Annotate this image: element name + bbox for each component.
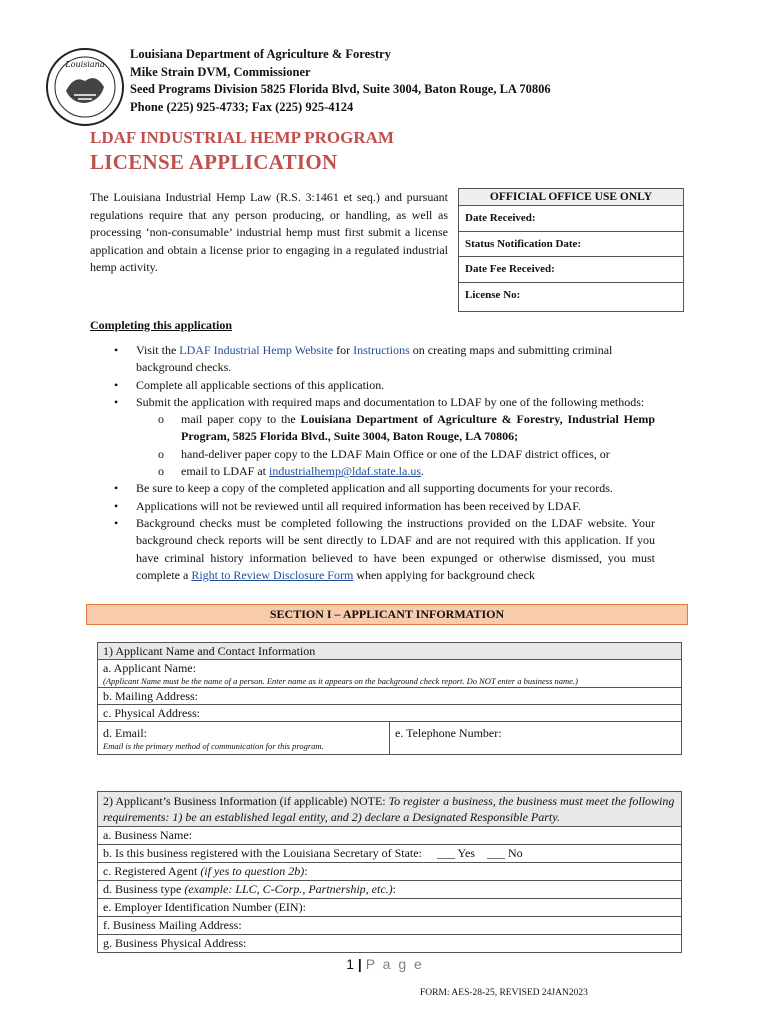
- commissioner: Mike Strain DVM, Commissioner: [130, 64, 311, 79]
- license-application-title: LICENSE APPLICATION: [90, 150, 338, 174]
- bullet-icon: •: [114, 498, 119, 513]
- hemp-website-link[interactable]: LDAF Industrial Hemp Website: [179, 343, 334, 357]
- circle-bullet-icon: o: [158, 446, 164, 461]
- list-item: • Background checks must be completed following the instructions provided on the LDAF website. Your background check reports will be sent directly to LDAF and are not required with this application. If you have criminal history information believed to have been expunged or otherwise dismissed, you must complete a Right to Review Disclosure Form when applying for background check: [114, 515, 655, 582]
- list-item: • Applications will not be reviewed until all required information has been received by LDAF.: [110, 498, 655, 515]
- date-fee-received-field: Date Fee Received:: [459, 257, 683, 283]
- applicant-info-table: [97, 642, 682, 755]
- bullet-icon: •: [114, 343, 119, 357]
- sub-list-item: o mail paper copy to the Louisiana Department of Agriculture & Forestry, Industrial Hemp Program, 5825 Florida Blvd., Suite 3004, Baton Rouge, LA 70806;: [158, 412, 655, 444]
- office-use-box: [458, 188, 684, 312]
- business-type-field[interactable]: d. Business type (example: LLC, C-Corp., Partnership, etc.):: [98, 881, 681, 899]
- no-option[interactable]: ___ No: [486, 846, 523, 860]
- right-to-review-link[interactable]: Right to Review Disclosure Form: [191, 567, 354, 582]
- q1-title: 1) Applicant Name and Contact Information: [98, 643, 681, 660]
- q2-title: 2) Applicant’s Business Information (if applicable) NOTE: To register a business, the business must meet the following requirements: 1) be an established legal entity, and 2) declare a Designated Responsible Party.: [98, 792, 681, 827]
- email-field[interactable]: d. Email: Email is the primary method of communication for this program.: [98, 722, 390, 754]
- applicant-name-note: (Applicant Name must be the name of a person. Enter name as it appears on the background check report. Do NOT enter a business name.): [103, 676, 578, 686]
- intro-paragraph: The Louisiana Industrial Hemp Law (R.S. 3:1461 et seq.) and pursuant regulations require that any person producing, or handling, as well as processing ‘non-consumable’ industrial hemp must first submit a license application and obtain a license prior to engaging in a regulated industrial hemp activity.: [90, 190, 448, 274]
- page-number: 1 | P a g e: [346, 956, 424, 972]
- program-title: LDAF INDUSTRIAL HEMP PROGRAM: [90, 128, 394, 147]
- section-1-header: SECTION I – APPLICANT INFORMATION: [86, 604, 688, 625]
- svg-text:Louisiana: Louisiana: [65, 60, 105, 69]
- ein-field[interactable]: e. Employer Identification Number (EIN):: [98, 899, 681, 917]
- business-name-field[interactable]: a. Business Name:: [98, 827, 681, 845]
- bullet-icon: •: [114, 394, 119, 409]
- phone-fax: Phone (225) 925-4733; Fax (225) 925-4124: [130, 99, 354, 114]
- list-item: • Complete all applicable sections of this application.: [110, 377, 655, 394]
- business-mailing-address-field[interactable]: f. Business Mailing Address:: [98, 917, 681, 935]
- physical-address-field[interactable]: c. Physical Address:: [98, 705, 681, 722]
- telephone-field[interactable]: e. Telephone Number:: [395, 726, 502, 740]
- email-link[interactable]: industrialhemp@ldaf.state.la.us: [268, 464, 421, 479]
- business-physical-address-field[interactable]: g. Business Physical Address:: [103, 936, 247, 950]
- list-item: • Be sure to keep a copy of the completed application and all supporting documents for your records.: [110, 480, 655, 497]
- list-item: • Visit the LDAF Industrial Hemp Website for Instructions on creating maps and submitting criminal background checks.: [114, 343, 613, 375]
- mailing-address-field[interactable]: b. Mailing Address:: [98, 688, 681, 705]
- date-received-field: Date Received:: [459, 206, 683, 232]
- circle-bullet-icon: o: [158, 412, 164, 427]
- license-no-field: License No:: [465, 288, 521, 301]
- instructions-link[interactable]: Instructions: [353, 343, 410, 357]
- sub-list-item: o hand-deliver paper copy to the LDAF Main Office or one of the LDAF district offices, or: [110, 446, 655, 463]
- letterhead: [130, 46, 551, 116]
- status-notification-field: Status Notification Date:: [459, 232, 683, 258]
- sos-registered-row: b. Is this business registered with the Louisiana Secretary of State: ___ Yes ___ No: [98, 845, 681, 863]
- business-info-table: [97, 791, 682, 953]
- dept-name: Louisiana Department of Agriculture & Forestry: [130, 47, 391, 61]
- office-use-title: OFFICIAL OFFICE USE ONLY: [459, 189, 683, 206]
- list-item: • Submit the application with required maps and documentation to LDAF by one of the following methods:: [110, 394, 655, 411]
- bullet-icon: •: [114, 377, 119, 392]
- ldaf-seal-logo: [44, 47, 126, 127]
- sub-list-item: o email to LDAF at industrialhemp@ldaf.state.la.us.: [110, 463, 655, 480]
- bullet-icon: •: [114, 515, 119, 530]
- division-address: Seed Programs Division 5825 Florida Blvd, Suite 3004, Baton Rouge, LA 70806: [130, 82, 551, 96]
- form-revision: FORM: AES-28-25, REVISED 24JAN2023: [420, 988, 588, 998]
- completing-heading: Completing this application: [90, 318, 233, 332]
- email-phone-row: [98, 722, 681, 754]
- yes-option[interactable]: ___ Yes: [436, 846, 475, 860]
- applicant-name-field[interactable]: a. Applicant Name: (Applicant Name must be the name of a person. Enter name as it appears on the background check report. Do NOT enter a business name.): [98, 660, 681, 688]
- bullet-icon: •: [114, 481, 119, 496]
- email-note: Email is the primary method of communication for this program.: [103, 741, 324, 751]
- circle-bullet-icon: o: [158, 464, 164, 479]
- instructions-list: [110, 342, 655, 584]
- registered-agent-field[interactable]: c. Registered Agent (if yes to question 2b):: [98, 863, 681, 881]
